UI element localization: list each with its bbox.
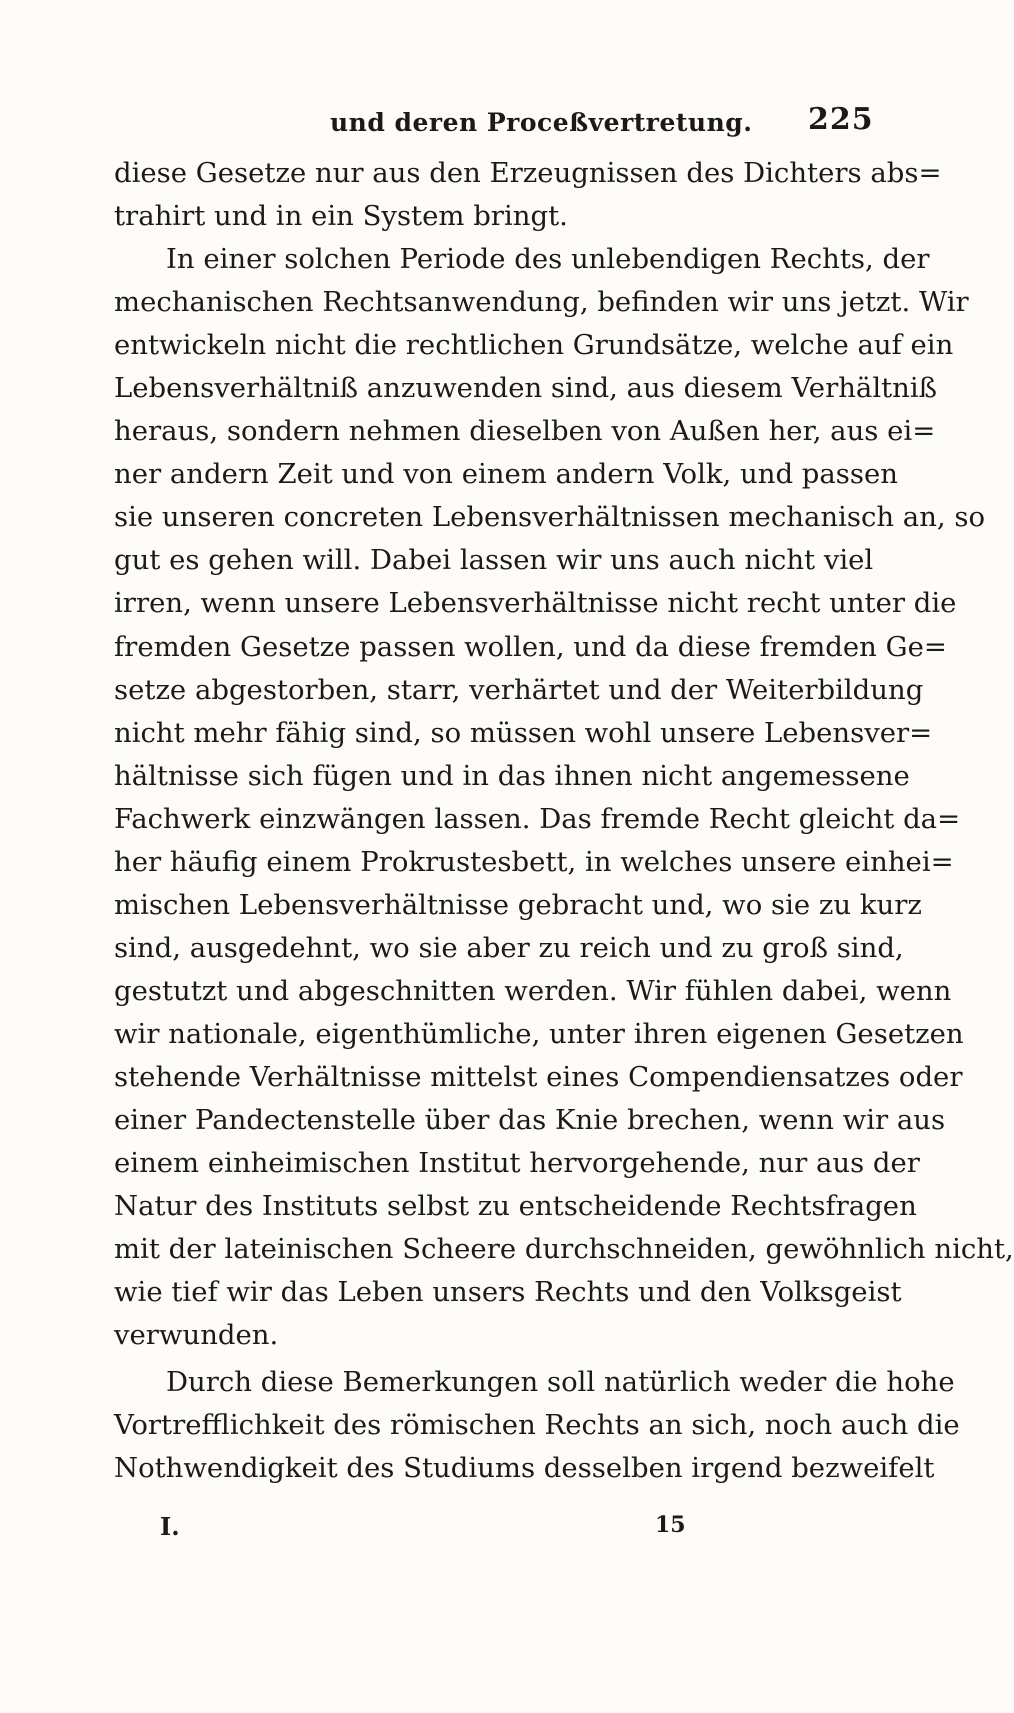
text-line: einem einheimischen Institut hervorgehende, nur aus der xyxy=(114,1147,920,1180)
text-line: sind, ausgedehnt, wo sie aber zu reich und zu groß sind, xyxy=(114,931,904,964)
text-line: Fachwerk einzwängen lassen. Das fremde Recht gleicht da= xyxy=(114,802,961,835)
text-line: mechanischen Rechtsanwendung, befinden wir uns jetzt. Wir xyxy=(114,286,969,319)
text-line: nicht mehr fähig sind, so müssen wohl unsere Lebensver= xyxy=(114,716,933,749)
text-line: entwickeln nicht die rechtlichen Grundsätze, welche auf ein xyxy=(114,329,954,362)
text-line: Nothwendigkeit des Studiums desselben irgend bezweifelt xyxy=(114,1452,935,1485)
text-line: ner andern Zeit und von einem andern Volk, und passen xyxy=(114,458,899,491)
running-title: und deren Proceßvertretung. xyxy=(330,108,753,137)
text-line: irren, wenn unsere Lebensverhältnisse nicht recht unter die xyxy=(114,587,957,620)
text-line: fremden Gesetze passen wollen, und da diese fremden Ge= xyxy=(114,630,947,663)
text-line: heraus, sondern nehmen dieselben von Außen her, aus ei= xyxy=(114,415,936,448)
signature-mark: I. xyxy=(160,1512,180,1541)
text-line: einer Pandectenstelle über das Knie brechen, wenn wir aus xyxy=(114,1104,946,1137)
text-line: Durch diese Bemerkungen soll natürlich weder die hohe xyxy=(166,1366,955,1399)
body-text xyxy=(114,152,1014,1490)
text-line: Lebensverhältniß anzuwenden sind, aus diesem Verhältniß xyxy=(114,372,938,405)
text-line: wie tief wir das Leben unsers Rechts und den Volksgeist xyxy=(114,1276,902,1309)
text-line: verwunden. xyxy=(114,1319,279,1352)
text-line: Vortrefflichkeit des römischen Rechts an sich, noch auch die xyxy=(114,1409,960,1442)
text-line: Natur des Instituts selbst zu entscheidende Rechtsfragen xyxy=(114,1190,917,1223)
page-footer xyxy=(0,1512,1000,1552)
text-line: hältnisse sich fügen und in das ihnen nicht angemessene xyxy=(114,759,910,792)
text-line: mischen Lebensverhältnisse gebracht und, wo sie zu kurz xyxy=(114,888,922,921)
text-line: stehende Verhältnisse mittelst eines Compendiensatzes oder xyxy=(114,1060,963,1093)
text-line: mit der lateinischen Scheere durchschneiden, gewöhnlich nicht, xyxy=(114,1233,1014,1266)
text-line: gestutzt und abgeschnitten werden. Wir fühlen dabei, wenn xyxy=(114,974,952,1007)
page-number: 225 xyxy=(808,102,874,137)
text-line: wir nationale, eigenthümliche, unter ihren eigenen Gesetzen xyxy=(114,1017,964,1050)
text-line: her häufig einem Prokrustesbett, in welches unsere einhei= xyxy=(114,845,954,878)
text-line: diese Gesetze nur aus den Erzeugnissen des Dichters abs= xyxy=(114,157,942,189)
text-line: In einer solchen Periode des unlebendigen Rechts, der xyxy=(166,243,930,276)
sheet-number: 15 xyxy=(655,1512,686,1538)
text-line: gut es gehen will. Dabei lassen wir uns auch nicht viel xyxy=(114,544,874,577)
text-line: setze abgestorben, starr, verhärtet und der Weiterbildung xyxy=(114,673,924,706)
text-line: trahirt und in ein System bringt. xyxy=(114,200,568,233)
running-head xyxy=(0,102,1000,148)
text-line: sie unseren concreten Lebensverhältnissen mechanisch an, so xyxy=(114,501,986,534)
